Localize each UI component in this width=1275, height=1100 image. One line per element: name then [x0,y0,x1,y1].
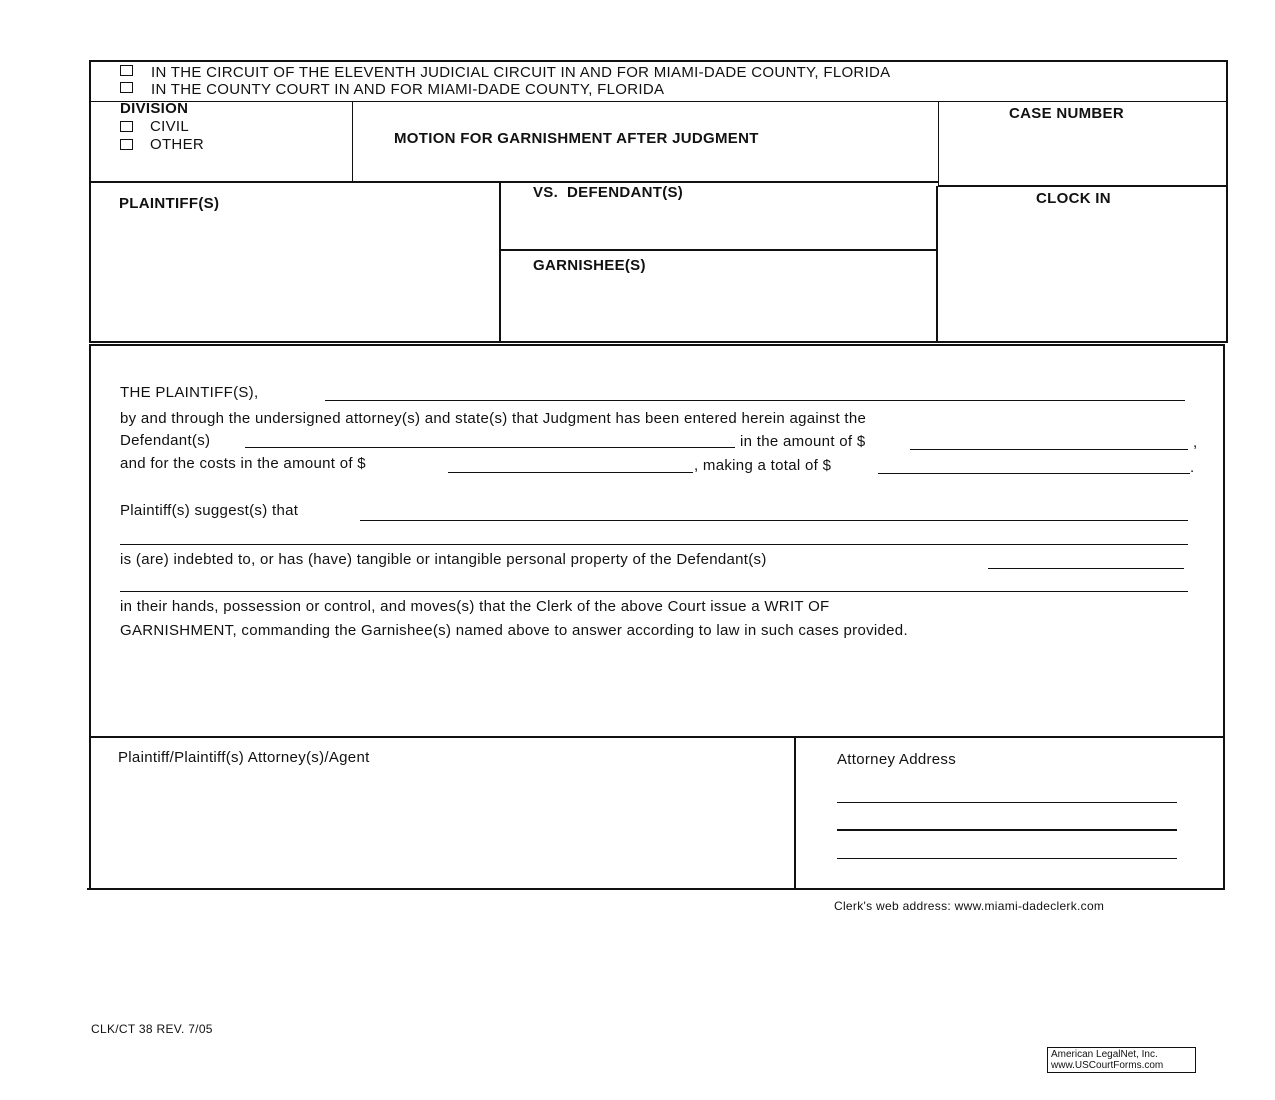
garnishee-name-blank[interactable] [360,520,1188,521]
defendant-property-blank-2[interactable] [120,591,1188,592]
garnishee-name-blank-2[interactable] [120,544,1188,545]
suggest-text: Plaintiff(s) suggest(s) that [120,502,299,519]
amount-text: in the amount of $ [740,433,866,450]
circuit-court-label: IN THE CIRCUIT OF THE ELEVENTH JUDICIAL CIRCUIT IN AND FOR MIAMI-DADE COUNTY, FLORIDA [151,64,891,81]
garnishment-command-text: GARNISHMENT, commanding the Garnishee(s) named above to answer according to law in such cases provided. [120,622,908,639]
other-label: OTHER [150,136,204,153]
case-number-field[interactable] [945,128,1220,180]
circuit-court-checkbox[interactable] [120,65,133,76]
defendant-field[interactable] [506,206,931,246]
total-amount-blank[interactable] [878,473,1190,474]
county-court-checkbox[interactable] [120,82,133,93]
clock-in-label: CLOCK IN [1036,190,1111,207]
judgment-statement-text: by and through the undersigned attorney(s) and state(s) that Judgment has been entered herein against the [120,410,867,427]
plaintiff-intro-text: THE PLAINTIFF(S), [120,384,259,401]
other-checkbox[interactable] [120,139,133,150]
address-line-1[interactable] [837,802,1177,803]
attorney-agent-label: Plaintiff/Plaintiff(s) Attorney(s)/Agent [118,749,370,766]
clock-in-field[interactable] [943,212,1221,336]
form-title: MOTION FOR GARNISHMENT AFTER JUDGMENT [394,130,759,147]
amount-comma: , [1193,434,1198,451]
indebted-text: is (are) indebted to, or has (have) tangible or intangible personal property of the Defendant(s) [120,551,767,568]
garnishee-label: GARNISHEE(S) [533,257,646,274]
defendant-property-blank[interactable] [988,568,1184,569]
defendant-label: VS. DEFENDANT(S) [533,184,684,201]
brand-line-1: American LegalNet, Inc. [1051,1049,1158,1060]
brand-line-2: www.USCourtForms.com [1051,1060,1164,1071]
civil-label: CIVIL [150,118,190,135]
attorney-address-label: Attorney Address [837,751,957,768]
address-line-2[interactable] [837,829,1177,831]
case-number-label: CASE NUMBER [1009,105,1124,122]
total-text: , making a total of $ [694,457,832,474]
garnishee-field[interactable] [506,280,931,338]
defendant-text: Defendant(s) [120,432,211,449]
plaintiff-field[interactable] [96,220,494,335]
costs-amount-blank[interactable] [448,472,693,473]
total-period: . [1190,459,1195,476]
address-line-3[interactable] [837,858,1177,859]
attorney-agent-signature-field[interactable] [96,772,788,884]
brand-box [1047,1047,1196,1073]
plaintiff-name-blank[interactable] [325,400,1185,401]
judgment-amount-blank[interactable] [910,449,1188,450]
possession-text: in their hands, possession or control, and moves(s) that the Clerk of the above Court issue a WRIT OF [120,598,830,615]
civil-checkbox[interactable] [120,121,133,132]
costs-text: and for the costs in the amount of $ [120,455,366,472]
form-id: CLK/CT 38 REV. 7/05 [91,1022,213,1036]
division-label: DIVISION [120,100,189,117]
county-court-label: IN THE COUNTY COURT IN AND FOR MIAMI-DADE COUNTY, FLORIDA [151,81,665,98]
plaintiff-label: PLAINTIFF(S) [119,195,220,212]
clerk-web-address: Clerk's web address: www.miami-dadeclerk.com [834,899,1105,913]
defendant-name-blank[interactable] [245,447,735,448]
